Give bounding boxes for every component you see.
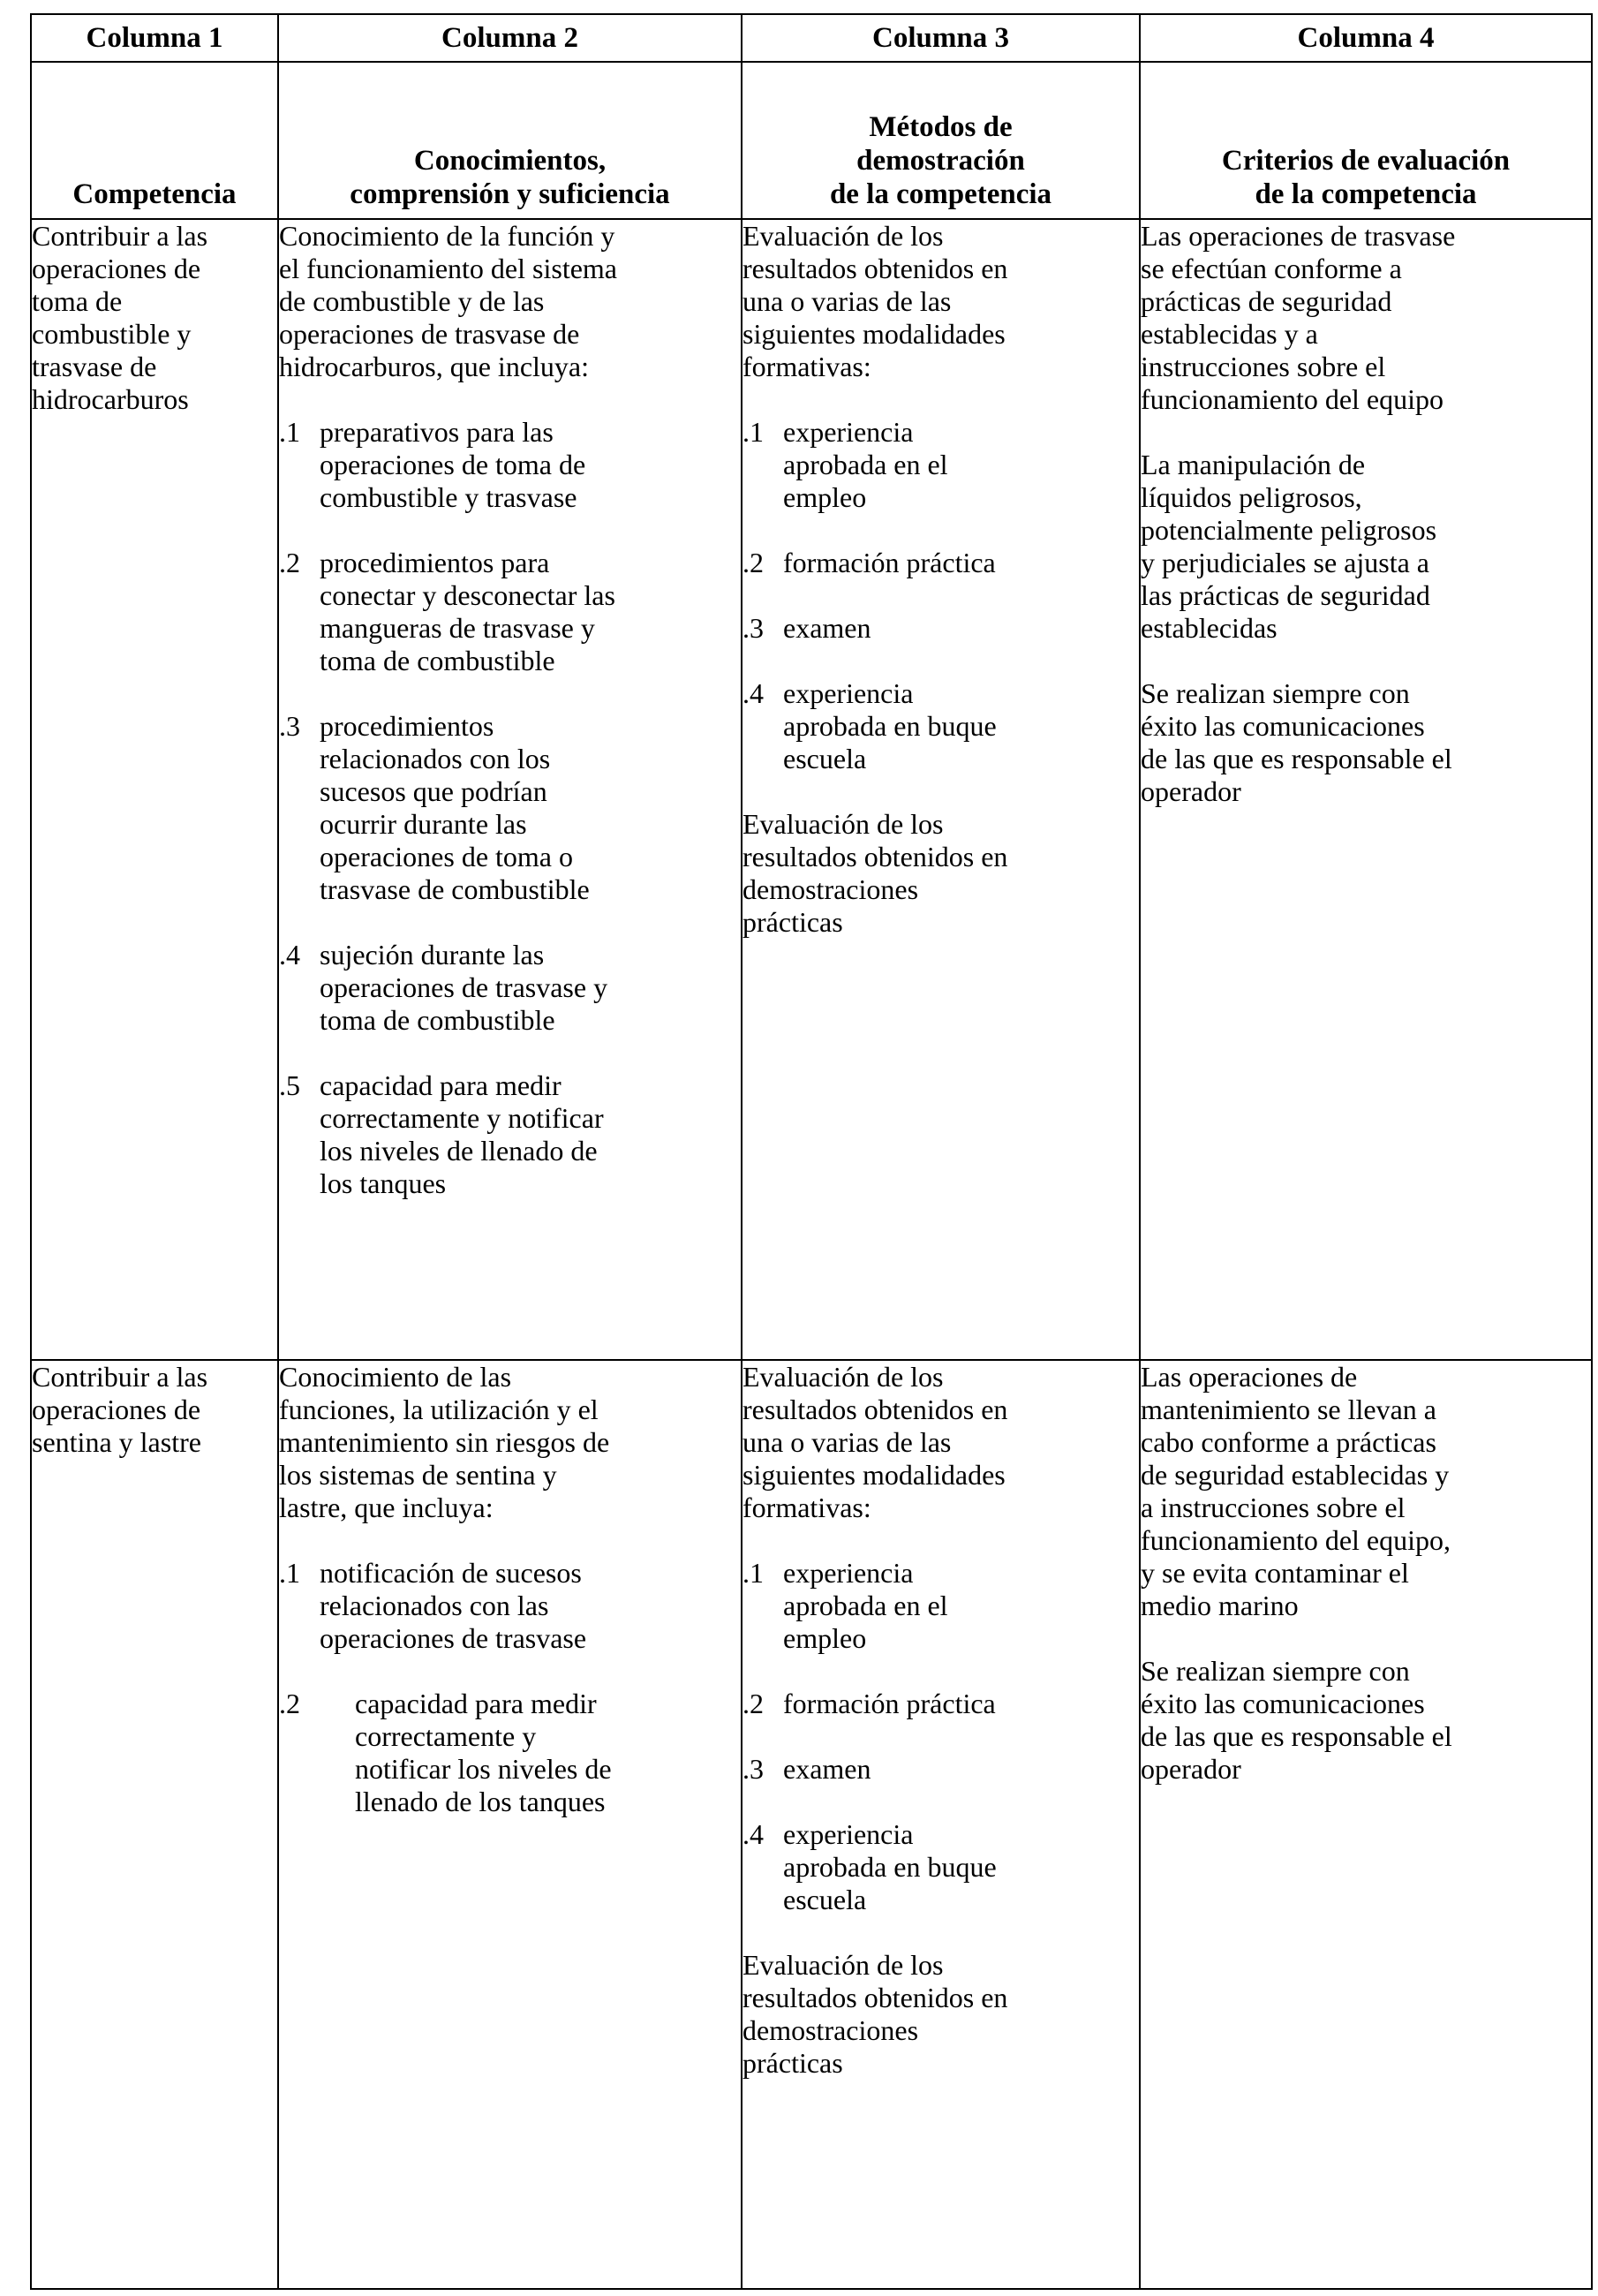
conocimientos-cell <box>278 219 742 1360</box>
item-text: experiencia aprobada en buque escuela <box>783 1818 997 1915</box>
item-text: sujeción durante las operaciones de trasvase y toma de combustible <box>320 939 608 1036</box>
list-item <box>742 612 1139 645</box>
list-item <box>279 1688 741 1818</box>
column-title-1: Competencia <box>31 62 278 219</box>
item-number: .2 <box>279 547 300 578</box>
criterios-cell <box>1140 219 1592 1360</box>
criterio-paragraph: Se realizan siempre con éxito las comunicaciones de las que es responsable el operador <box>1141 677 1452 807</box>
item-text: examen <box>783 612 871 644</box>
item-text: experiencia aprobada en buque escuela <box>783 677 997 774</box>
metodos-outro: Evaluación de los resultados obtenidos en demostraciones prácticas <box>742 1949 1008 2079</box>
item-text: examen <box>783 1753 871 1785</box>
list-item <box>279 939 741 1037</box>
item-text: capacidad para medir correctamente y notificar los niveles de llenado de los tanques <box>355 1688 612 1817</box>
conocimientos-intro: Conocimiento de la función y el funcionamiento del sistema de combustible y de las operaciones de trasvase de hidrocarburos, que incluya: <box>279 220 617 382</box>
item-number: .3 <box>742 1753 764 1785</box>
column-title-row <box>31 62 1592 219</box>
table-row <box>31 1360 1592 2289</box>
list-item <box>279 416 741 514</box>
column-number-3: Columna 3 <box>742 14 1140 62</box>
item-text: experiencia aprobada en el empleo <box>783 1557 948 1654</box>
item-number: .4 <box>742 677 764 709</box>
item-number: .1 <box>279 416 300 448</box>
column-number-row <box>31 14 1592 62</box>
item-number: .2 <box>742 547 764 578</box>
item-text: preparativos para las operaciones de toma de combustible y trasvase <box>320 416 586 513</box>
list-item <box>742 1818 1139 1916</box>
item-number: .4 <box>742 1818 764 1850</box>
list-item <box>279 547 741 677</box>
criterio-paragraph: Se realizan siempre con éxito las comunicaciones de las que es responsable el operador <box>1141 1655 1452 1785</box>
item-number: .2 <box>279 1688 300 1719</box>
column-title-4: Criterios de evaluación de la competencia <box>1140 62 1592 219</box>
item-text: capacidad para medir correctamente y notificar los niveles de llenado de los tanques <box>320 1069 604 1199</box>
item-text: formación práctica <box>783 1688 996 1719</box>
item-text: procedimientos para conectar y desconectar las mangueras de trasvase y toma de combustible <box>320 547 615 676</box>
column-number-2: Columna 2 <box>278 14 742 62</box>
list-item <box>742 416 1139 514</box>
table-row <box>31 219 1592 1360</box>
item-number: .2 <box>742 1688 764 1719</box>
item-text: notificación de sucesos relacionados con las operaciones de trasvase <box>320 1557 587 1654</box>
item-number: .3 <box>742 612 764 644</box>
competence-table <box>30 13 1593 2290</box>
competencia-cell <box>31 219 278 1360</box>
metodos-cell <box>742 219 1140 1360</box>
column-title-2: Conocimientos, comprensión y suficiencia <box>278 62 742 219</box>
metodos-intro: Evaluación de los resultados obtenidos en una o varias de las siguientes modalidades formativas: <box>742 220 1008 382</box>
metodos-outro: Evaluación de los resultados obtenidos en demostraciones prácticas <box>742 808 1008 938</box>
conocimientos-intro: Conocimiento de las funciones, la utilización y el mantenimiento sin riesgos de los sistemas de sentina y lastre, que incluya: <box>279 1361 610 1523</box>
item-text: experiencia aprobada en el empleo <box>783 416 948 513</box>
list-item <box>279 1557 741 1655</box>
item-number: .1 <box>742 1557 764 1589</box>
list-item <box>742 1557 1139 1655</box>
column-title-3: Métodos de demostración de la competencia <box>742 62 1140 219</box>
conocimientos-cell <box>278 1360 742 2289</box>
item-number: .1 <box>742 416 764 448</box>
metodos-intro: Evaluación de los resultados obtenidos en una o varias de las siguientes modalidades formativas: <box>742 1361 1008 1523</box>
list-item <box>742 547 1139 579</box>
criterio-paragraph: Las operaciones de mantenimiento se llevan a cabo conforme a prácticas de seguridad establecidas y a instrucciones sobre el funcionamiento del equipo, y se evita contaminar el medio marino <box>1141 1361 1451 1621</box>
list-item <box>742 1688 1139 1720</box>
criterios-cell <box>1140 1360 1592 2289</box>
criterio-paragraph: La manipulación de líquidos peligrosos, potencialmente peligrosos y perjudiciales se ajusta a las prácticas de seguridad establecidas <box>1141 449 1437 644</box>
item-number: .5 <box>279 1069 300 1101</box>
list-item <box>742 677 1139 775</box>
competencia-text: Contribuir a las operaciones de sentina y lastre <box>32 1361 208 1458</box>
column-number-4: Columna 4 <box>1140 14 1592 62</box>
list-item <box>279 710 741 906</box>
item-number: .1 <box>279 1557 300 1589</box>
criterio-paragraph: Las operaciones de trasvase se efectúan conforme a prácticas de seguridad establecidas y a instrucciones sobre el funcionamiento del equipo <box>1141 220 1456 415</box>
list-item <box>279 1069 741 1200</box>
competencia-cell <box>31 1360 278 2289</box>
competencia-text: Contribuir a las operaciones de toma de combustible y trasvase de hidrocarburos <box>32 220 208 415</box>
item-text: formación práctica <box>783 547 996 578</box>
list-item <box>742 1753 1139 1786</box>
metodos-cell <box>742 1360 1140 2289</box>
column-number-1: Columna 1 <box>31 14 278 62</box>
item-text: procedimientos relacionados con los sucesos que podrían ocurrir durante las operaciones de toma o trasvase de combustible <box>320 710 590 905</box>
item-number: .3 <box>279 710 300 742</box>
item-number: .4 <box>279 939 300 971</box>
